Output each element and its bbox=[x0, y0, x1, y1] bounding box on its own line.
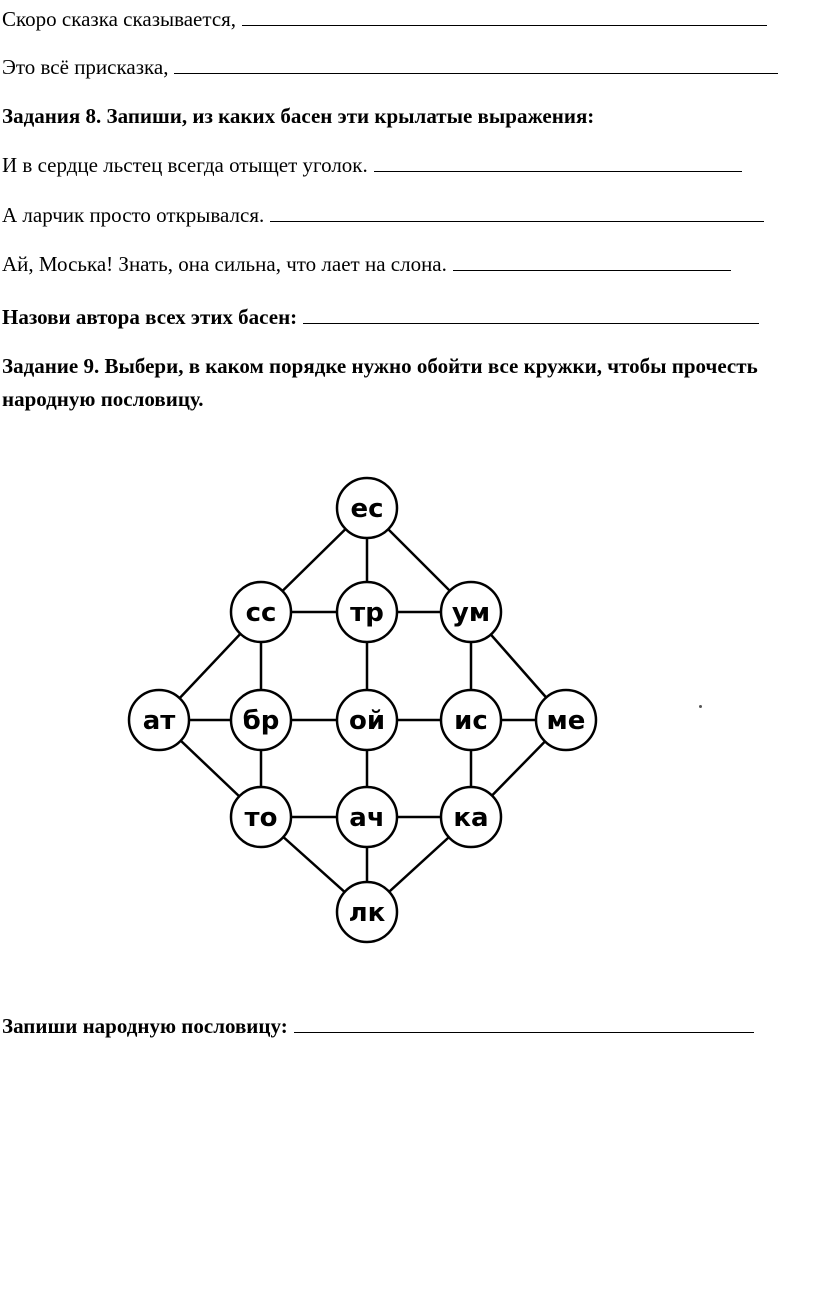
syllable-circle-me bbox=[536, 690, 596, 750]
syllable-circle-ka bbox=[441, 787, 501, 847]
proverb-answer-text: Запиши народную пословицу: bbox=[2, 1014, 288, 1038]
syllable-label-me: ме bbox=[546, 706, 586, 736]
syllable-circle-um bbox=[441, 582, 501, 642]
syllable-label-br: бр bbox=[242, 706, 280, 736]
syllable-label-oy: ой bbox=[348, 706, 386, 736]
syllable-label-um: ум bbox=[451, 598, 491, 628]
fable-quote-2-text: А ларчик просто открывался. bbox=[2, 203, 265, 227]
syllable-label-ss: сс bbox=[245, 598, 277, 628]
syllable-label-at: ат bbox=[142, 706, 176, 736]
syllable-circle-br bbox=[231, 690, 291, 750]
syllable-circle-es bbox=[337, 478, 397, 538]
syllable-circle-at bbox=[129, 690, 189, 750]
verse-line-1-text: Скоро сказка сказывается, bbox=[2, 7, 237, 31]
syllable-label-lk: лк bbox=[348, 898, 386, 928]
syllable-circle-oy bbox=[337, 690, 397, 750]
fable-quote-3-text: Ай, Моська! Знать, она сильна, что лает на слона. bbox=[2, 252, 447, 276]
stray-dot bbox=[699, 705, 702, 708]
syllable-label-ach: ач bbox=[349, 803, 385, 833]
fable-quote-1-text: И в сердце льстец всегда отыщет уголок. bbox=[2, 153, 368, 177]
answer-blank-7[interactable] bbox=[294, 1012, 754, 1033]
syllable-label-tr: тр bbox=[350, 598, 384, 628]
puzzle-circles bbox=[129, 478, 596, 942]
verse-line-2-text: Это всё присказка, bbox=[2, 55, 169, 79]
syllable-circle-tr bbox=[337, 582, 397, 642]
syllable-circle-lk bbox=[337, 882, 397, 942]
syllable-circle-ach bbox=[337, 787, 397, 847]
syllable-label-to: то bbox=[244, 803, 278, 833]
proverb-answer-line bbox=[2, 1012, 754, 1039]
task8-title: Задания 8. Запиши, из каких басен эти крылатые выражения: bbox=[2, 104, 595, 128]
author-question-text: Назови автора всех этих басен: bbox=[2, 305, 298, 329]
syllable-label-es: ес bbox=[350, 494, 384, 524]
syllable-label-is: ис bbox=[454, 706, 488, 736]
syllable-circle-is bbox=[441, 690, 501, 750]
syllable-circle-ss bbox=[231, 582, 291, 642]
syllable-label-ka: ка bbox=[453, 803, 489, 833]
syllable-circle-to bbox=[231, 787, 291, 847]
task9-title: Задание 9. Выбери, в каком порядке нужно обойти все кружки, чтобы прочесть народную пословицу. bbox=[2, 354, 758, 411]
